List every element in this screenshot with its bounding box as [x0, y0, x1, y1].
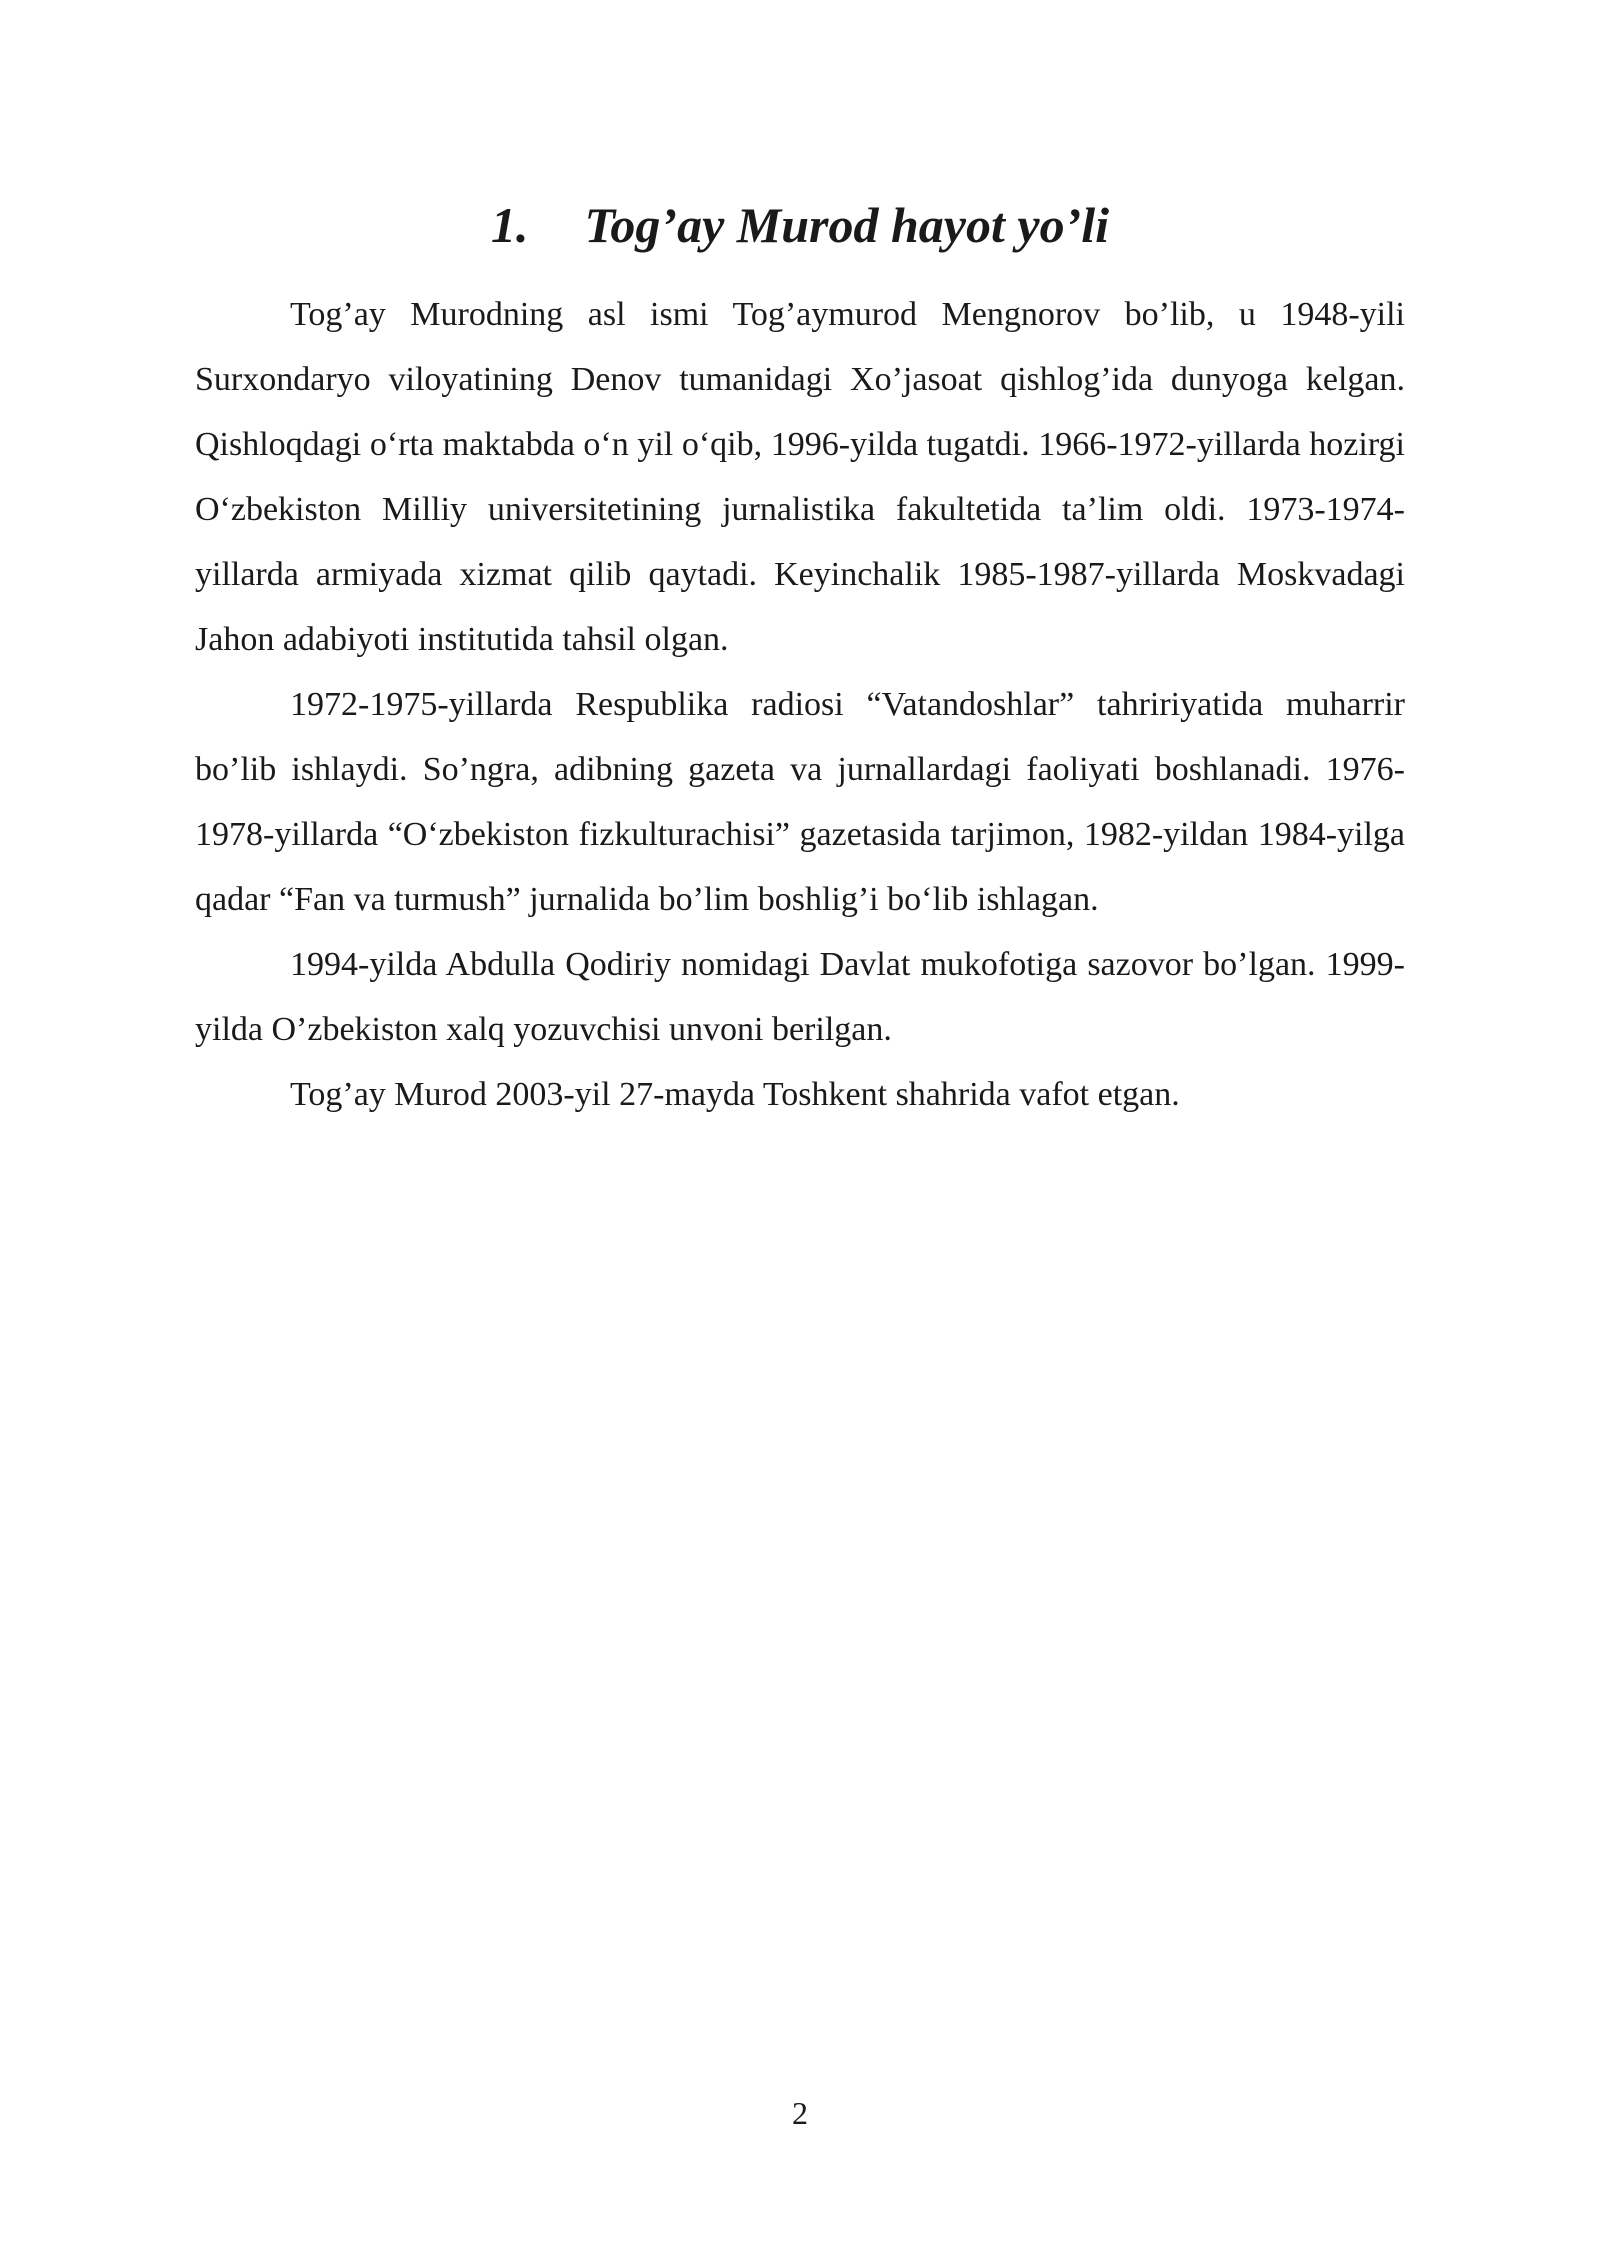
page-content	[195, 190, 1405, 1127]
section-number: 1.	[490, 197, 529, 253]
section-heading	[195, 190, 1405, 260]
section-title: Tog’ay Murod hayot yo’li	[584, 197, 1110, 253]
paragraph-death: Tog’ay Murod 2003-yil 27-mayda Toshkent shahrida vafot etgan.	[290, 1076, 1180, 1113]
page-number: 2	[792, 2095, 808, 2131]
paragraph-biography: Tog’ay Murodning asl ismi Tog’aymurod Mengnorov bo’lib, u 1948-yili Surxondaryo viloyatining Denov tumanidagi Xo’jasoat qishlog’ida dunyoga kelgan. Qishloqdagi o‘rta maktabda o‘n yil o‘qib, 1996-yilda tugatdi. 1966-1972-yillarda hozirgi O‘zbekiston Milliy universitetining jurnalistika fakultetida ta’lim oldi. 1973-1974-yillarda armiyada xizmat qilib qaytadi. Keyinchalik 1985-1987-yillarda Moskvadagi Jahon adabiyoti institutida tahsil olgan.	[195, 296, 1405, 658]
paragraph-career: 1972-1975-yillarda Respublika radiosi “Vatandoshlar” tahririyatida muharrir bo’lib ishlaydi. So’ngra, adibning gazeta va jurnallardagi faoliyati boshlanadi. 1976-1978-yillarda “O‘zbekiston fizkulturachisi” gazetasida tarjimon, 1982-yildan 1984-yilga qadar “Fan va turmush” jurnalida bo’lim boshlig’i bo‘lib ishlagan.	[195, 686, 1405, 918]
paragraph-awards: 1994-yilda Abdulla Qodiriy nomidagi Davlat mukofotiga sazovor bo’lgan. 1999-yilda O’zbekiston xalq yozuvchisi unvoni berilgan.	[195, 946, 1405, 1048]
